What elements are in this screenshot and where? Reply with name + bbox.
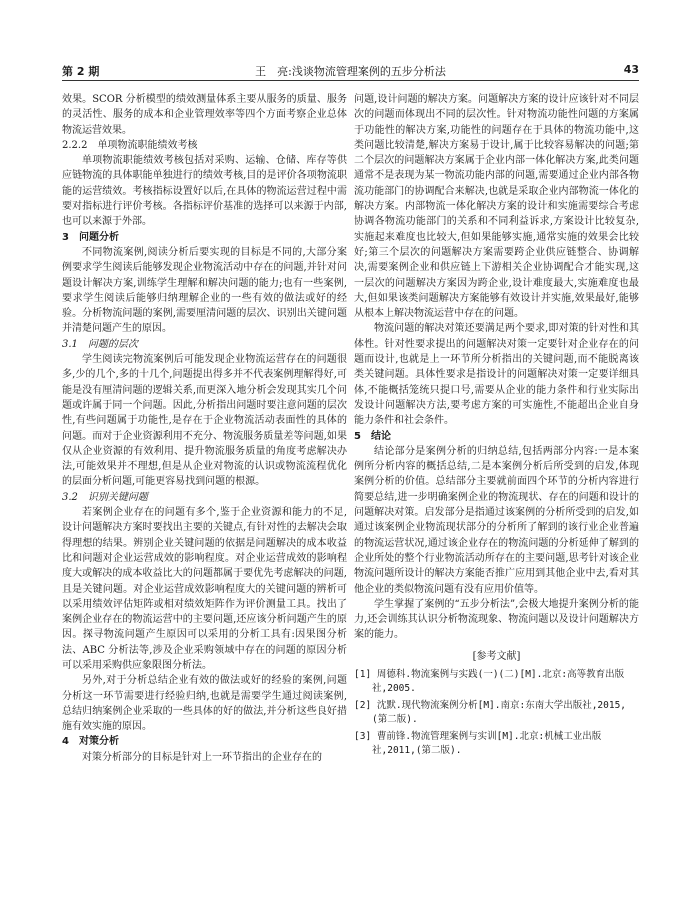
reference-item: [3] 曹前锋.物流管理案例与实训[M].北京:机械工业出版社,2011,(第二版). (354, 730, 602, 756)
paragraph: 对策分析部分的目标是针对上一环节指出的企业存在的 (82, 751, 322, 763)
section-4-heading: 4 对策分析 (62, 736, 119, 748)
left-column (62, 92, 347, 765)
section-2-2-2-heading: 2.2.2 单项物流职能绩效考核 (62, 139, 198, 151)
section-5-heading: 5 结论 (354, 430, 391, 442)
running-header (62, 60, 639, 80)
header-rule (62, 80, 639, 81)
reference-item: [1] 周德科.物流案例与实践(一)(二)[M].北京:高等教育出版社,2005. (354, 668, 625, 694)
paragraph-continued: 问题,设计问题的解决方案。问题解决方案的设计应该针对不同层次的问题而体现出不同的层次性。针对物流功能性问题的方案属于功能性的解决方案,功能性的问题存在于具体的物流功能中,这类问题比较清楚,解决方案易于设计,属于比较容易解决的问题;第二个层次的问题解决方案属于企业内部一体化解决方案,此类问题通常不是表现为某一物流功能内部的问题,需要通过企业内部各物流功能部门的协调配合来解决,也就是采取企业内部物流一体化的解决方案。内部物流一体化解决方案的设计和实施需要综合考虑协调各物流功能部门的关系和不同利益诉求,方案设计比较复杂,实施起来难度也比较大,但如果能够实施,通常实施的效果会比较好;第三个层次的问题解决方案需要跨企业供应链整合、协调解决,需要案例企业和供应链上下游相关企业协调配合才能实现,这一层次的问题解决方案因为跨企业,设计难度最大,实施难度也最大,但如果该类问题解决方案能够有效设计并实施,效果最好,能够从根本上解决物流运营中存在的问题。 (354, 94, 639, 320)
reference-item: [2] 沈默.现代物流案例分析[M].南京:东南大学出版社,2015,(第二版). (354, 699, 627, 725)
right-column (354, 92, 639, 761)
paragraph: 结论部分是案例分析的归纳总结,包括两部分内容:一是本案例所分析内容的概括总结,二是本案例分析后所受到的启发,体现案例分析的价值。总结部分主要就前面四个环节的分析内容进行简要总结,进一步明确案例企业的物流现状、存在的问题和设计的问题解决对策。启发部分是指通过该案例的分析所受到的启发,如通过该案例企业物流现状部分的分析所了解到的该行业企业普遍的物流运营状况,通过该企业存在的物流问题的分析延伸了解到的企业所处的整个行业物流活动所存在的主要问题,思考针对该企业物流问题所设计的解决方案能否推广应用到其他企业中去,看对其他企业的类似物流问题有没有应用价值等。 (354, 445, 639, 595)
paragraph: 物流问题的解决对策还要满足两个要求,即对策的针对性和其体性。针对性要求提出的问题解决对策一定要针对企业存在的问题而设计,也就是上一环节所分析指出的关键问题,而不能脱离该类关键问题。具体性要求是指设计的问题解决对策一定要详细具体,不能概括笼统只提口号,需要从企业的能力条件和行业实际出发设计问题解决方法,要考虑方案的可实施性,不能超出企业自身能力条件和社会条件。 (354, 323, 639, 427)
paragraph: 单项物流职能绩效考核包括对采购、运输、仓储、库存等供应链物流的具体职能单独进行的绩效考核,目的是评价各项物流职能的运营绩效。考核指标设置好以后,在具体的物流运营过程中需要对指标进行评价考核。各指标评价基准的选择可以来源于内部,也可以来源于外部。 (62, 155, 347, 228)
references-title: [参考文献] (472, 650, 521, 662)
page-number: 43 (623, 63, 639, 76)
paragraph: 学生掌握了案例的“五步分析法”,会极大地提升案例分析的能力,还会训练其认识分析物流现象、物流问题以及设计问题解决方案的能力。 (354, 598, 639, 641)
section-3-heading: 3 问题分析 (62, 231, 119, 243)
paragraph: 不同物流案例,阅读分析后要实现的目标是不同的,大部分案例要求学生阅读后能够发现企业物流活动中存在的问题,并针对问题设计解决方案,训练学生理解和解决问题的能力;也有一些案例,要求学生阅读后能够归纳理解企业的一些有效的做法或好的经验。分析物流问题的案例,需要厘清问题的层次、识别出关键问题并清楚问题产生的原因。 (62, 246, 347, 335)
section-3-1-heading: 3.1 问题的层次 (62, 338, 138, 350)
section-3-2-heading: 3.2 识别关键问题 (62, 491, 148, 503)
paragraph-continued: 效果。SCOR 分析模型的绩效测量体系主要从服务的质量、服务的灵活性、服务的成本和企业管理效率等四个方面考察企业总体物流运营效果。 (62, 94, 347, 136)
running-title: 王 亮:浅谈物流管理案例的五步分析法 (255, 65, 446, 78)
reference-list (354, 668, 639, 758)
issue-number: 第 2 期 (62, 65, 100, 78)
paragraph: 若案例企业存在的问题有多个,鉴于企业资源和能力的不足,设计问题解决方案时要找出主要的关键点,有针对性的去解决会取得理想的结果。辨别企业关键问题的依据是问题解决的成本收益比和问题对企业运营成效的影响程度。对企业运营成效的影响程度大或解决的成本收益比大的问题都属于要优先考虑解决的问题,且是关键问题。对企业运营成效影响程度大的关键问题的辨析可以采用绩效评估矩阵或相对绩效矩阵作为评价测量工具。找出了案例企业存在的物流运营中的主要问题,还应该分析问题产生的原因。探寻物流问题产生原因可以采用的分析工具有:因果图分析法、ABC 分析法等,涉及企业采购领域中存在的问题的原因分析可以采用采购供应象限图分析法。 (62, 507, 347, 671)
paragraph: 另外,对于分析总结企业有效的做法或好的经验的案例,问题分析这一环节需要进行经验归纳,也就是需要学生通过阅读案例,总结归纳案例企业采取的一些具体的好的做法,并分析这些良好措施有效实施的原因。 (62, 675, 347, 733)
paragraph: 学生阅读完物流案例后可能发现企业物流运营存在的问题很多,少的几个,多的十几个,问题提出得多并不代表案例理解得好,可能是没有厘清问题的逻辑关系,而更深入地分析会发现其实几个问题或许属于同一个问题。因此,分析指出问题时要注意问题的层次性,有些问题属于功能性,是存在于企业物流活动表面性的具体的问题。而对于企业资源利用不充分、物流服务质量差等问题,如果仅从企业资源的有效利用、提升物流服务质量的角度考虑解决办法,可能效果并不理想,但是从企业对物流的认识或物流流程优化的层面分析问题,可能更容易找到问题的根源。 (62, 354, 347, 488)
